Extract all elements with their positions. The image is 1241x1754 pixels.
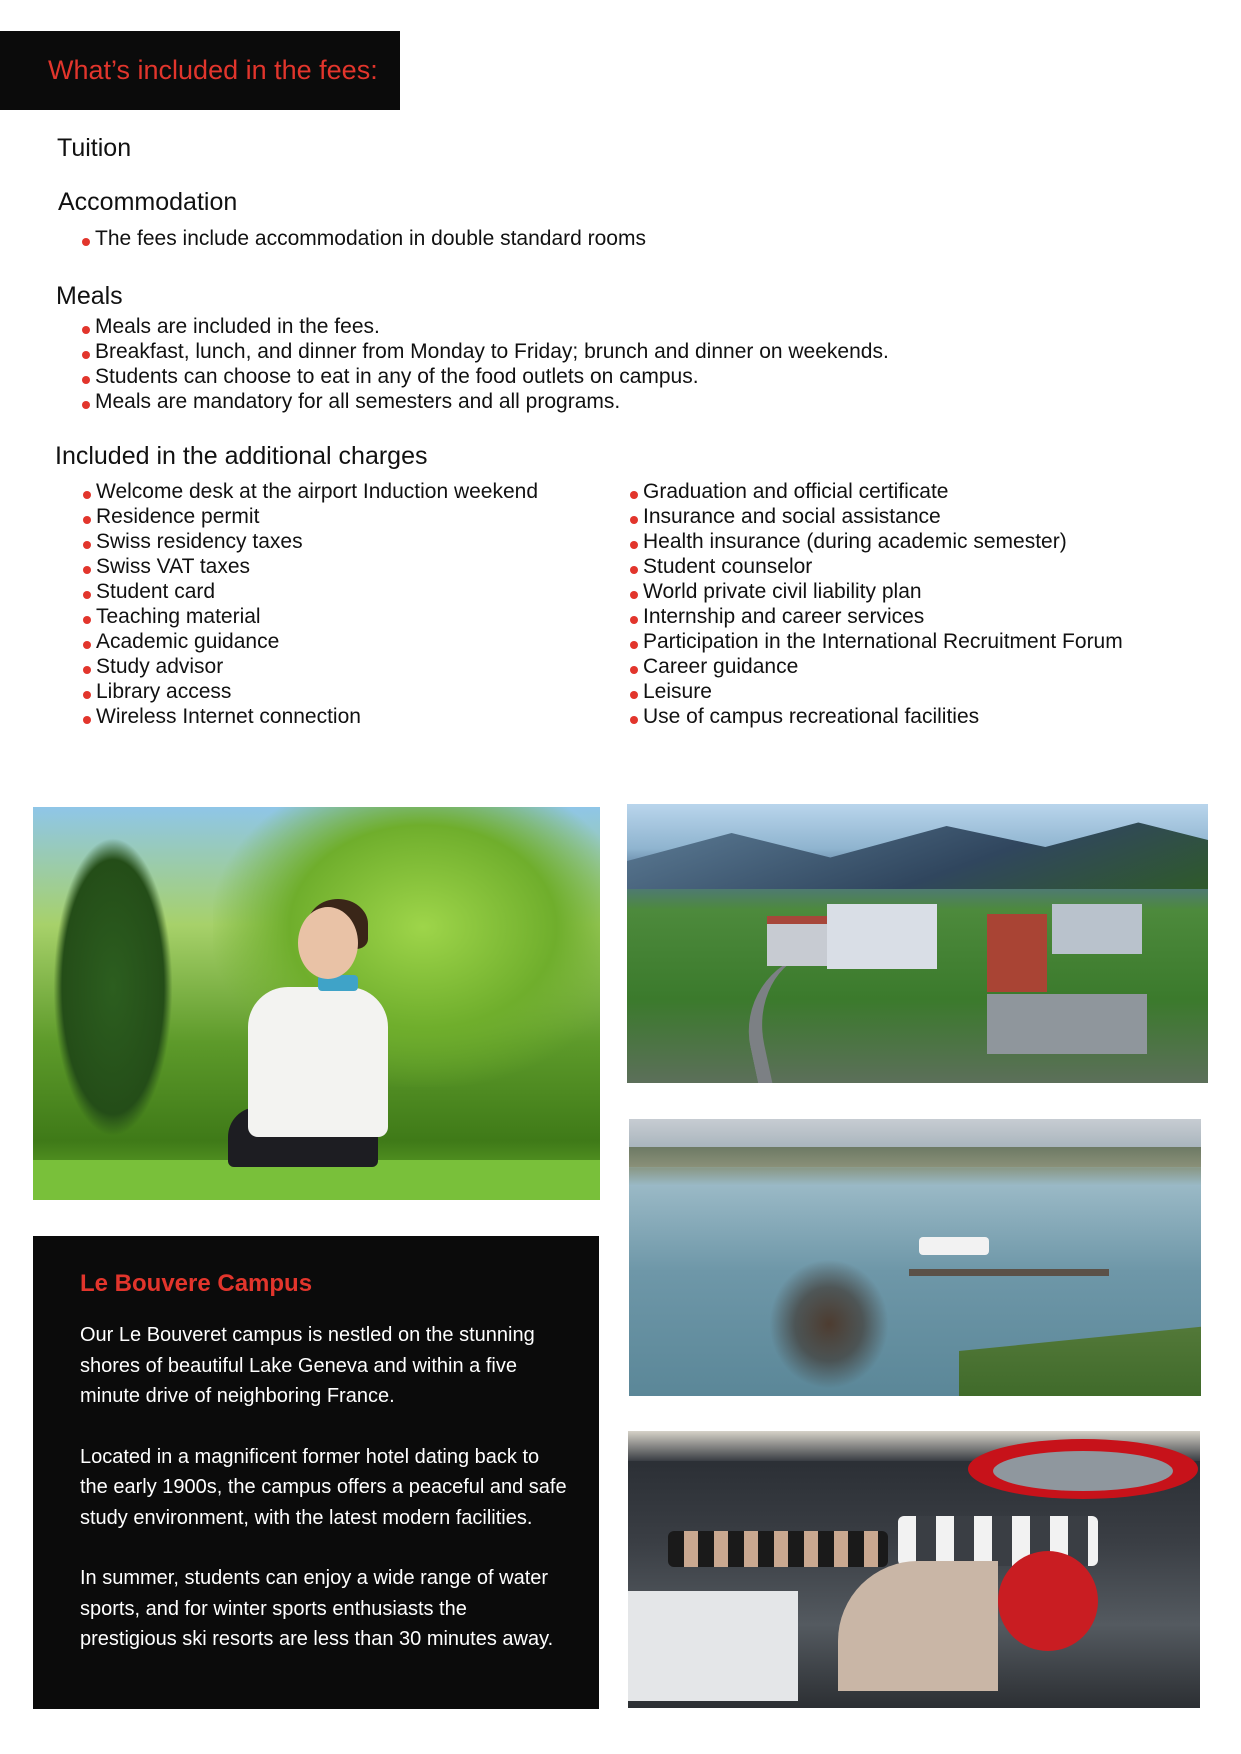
list-item: Breakfast, lunch, and dinner from Monday to Friday; brunch and dinner on weekends. (80, 339, 889, 364)
list-item: Swiss residency taxes (81, 529, 538, 554)
banner-title: What’s included in the fees: (48, 55, 378, 85)
list-item: Wireless Internet connection (81, 704, 538, 729)
student-with-camera-photo (33, 807, 600, 1200)
list-item: Meals are mandatory for all semesters and all programs. (80, 389, 889, 414)
additional-list-left (81, 479, 538, 729)
meals-list (80, 314, 889, 414)
list-item: Internship and career services (628, 604, 1123, 629)
list-item: Participation in the International Recruitment Forum (628, 629, 1123, 654)
campus-paragraph: In summer, students can enjoy a wide range of water sports, and for winter sports enthusiasts the prestigious ski resorts are less than 30 minutes away. (80, 1567, 554, 1650)
restaurant-kitchen-photo (628, 1431, 1200, 1708)
list-item: Residence permit (81, 504, 538, 529)
list-item: The fees include accommodation in double standard rooms (80, 226, 646, 251)
list-item: Meals are included in the fees. (80, 314, 889, 339)
additional-list-right (628, 479, 1123, 729)
list-item: Student counselor (628, 554, 1123, 579)
list-item: World private civil liability plan (628, 579, 1123, 604)
list-item: Use of campus recreational facilities (628, 704, 1123, 729)
list-item: Insurance and social assistance (628, 504, 1123, 529)
lake-geneva-photo (629, 1119, 1201, 1396)
tuition-heading: Tuition (57, 134, 132, 162)
list-item: Leisure (628, 679, 1123, 704)
additional-charges-heading: Included in the additional charges (55, 442, 428, 470)
list-item: Library access (81, 679, 538, 704)
accommodation-heading: Accommodation (58, 188, 238, 216)
campus-paragraph: Our Le Bouveret campus is nestled on the stunning shores of beautiful Lake Geneva and within a five minute drive of neighboring France. (80, 1324, 535, 1407)
meals-heading: Meals (56, 282, 123, 310)
campus-aerial-photo (627, 804, 1208, 1083)
list-item: Students can choose to eat in any of the food outlets on campus. (80, 364, 889, 389)
list-item: Teaching material (81, 604, 538, 629)
campus-paragraph: Located in a magnificent former hotel dating back to the early 1900s, the campus offers a peaceful and safe study environment, with the latest modern facilities. (80, 1445, 567, 1529)
list-item: Welcome desk at the airport Induction weekend (81, 479, 538, 504)
list-item: Academic guidance (81, 629, 538, 654)
list-item: Health insurance (during academic semester) (628, 529, 1123, 554)
fees-banner (0, 31, 400, 110)
accommodation-list (80, 226, 646, 251)
list-item: Graduation and official certificate (628, 479, 1123, 504)
list-item: Swiss VAT taxes (81, 554, 538, 579)
campus-info-box (33, 1236, 599, 1709)
campus-title: Le Bouvere Campus (80, 1270, 313, 1297)
list-item: Student card (81, 579, 538, 604)
list-item: Study advisor (81, 654, 538, 679)
list-item: Career guidance (628, 654, 1123, 679)
